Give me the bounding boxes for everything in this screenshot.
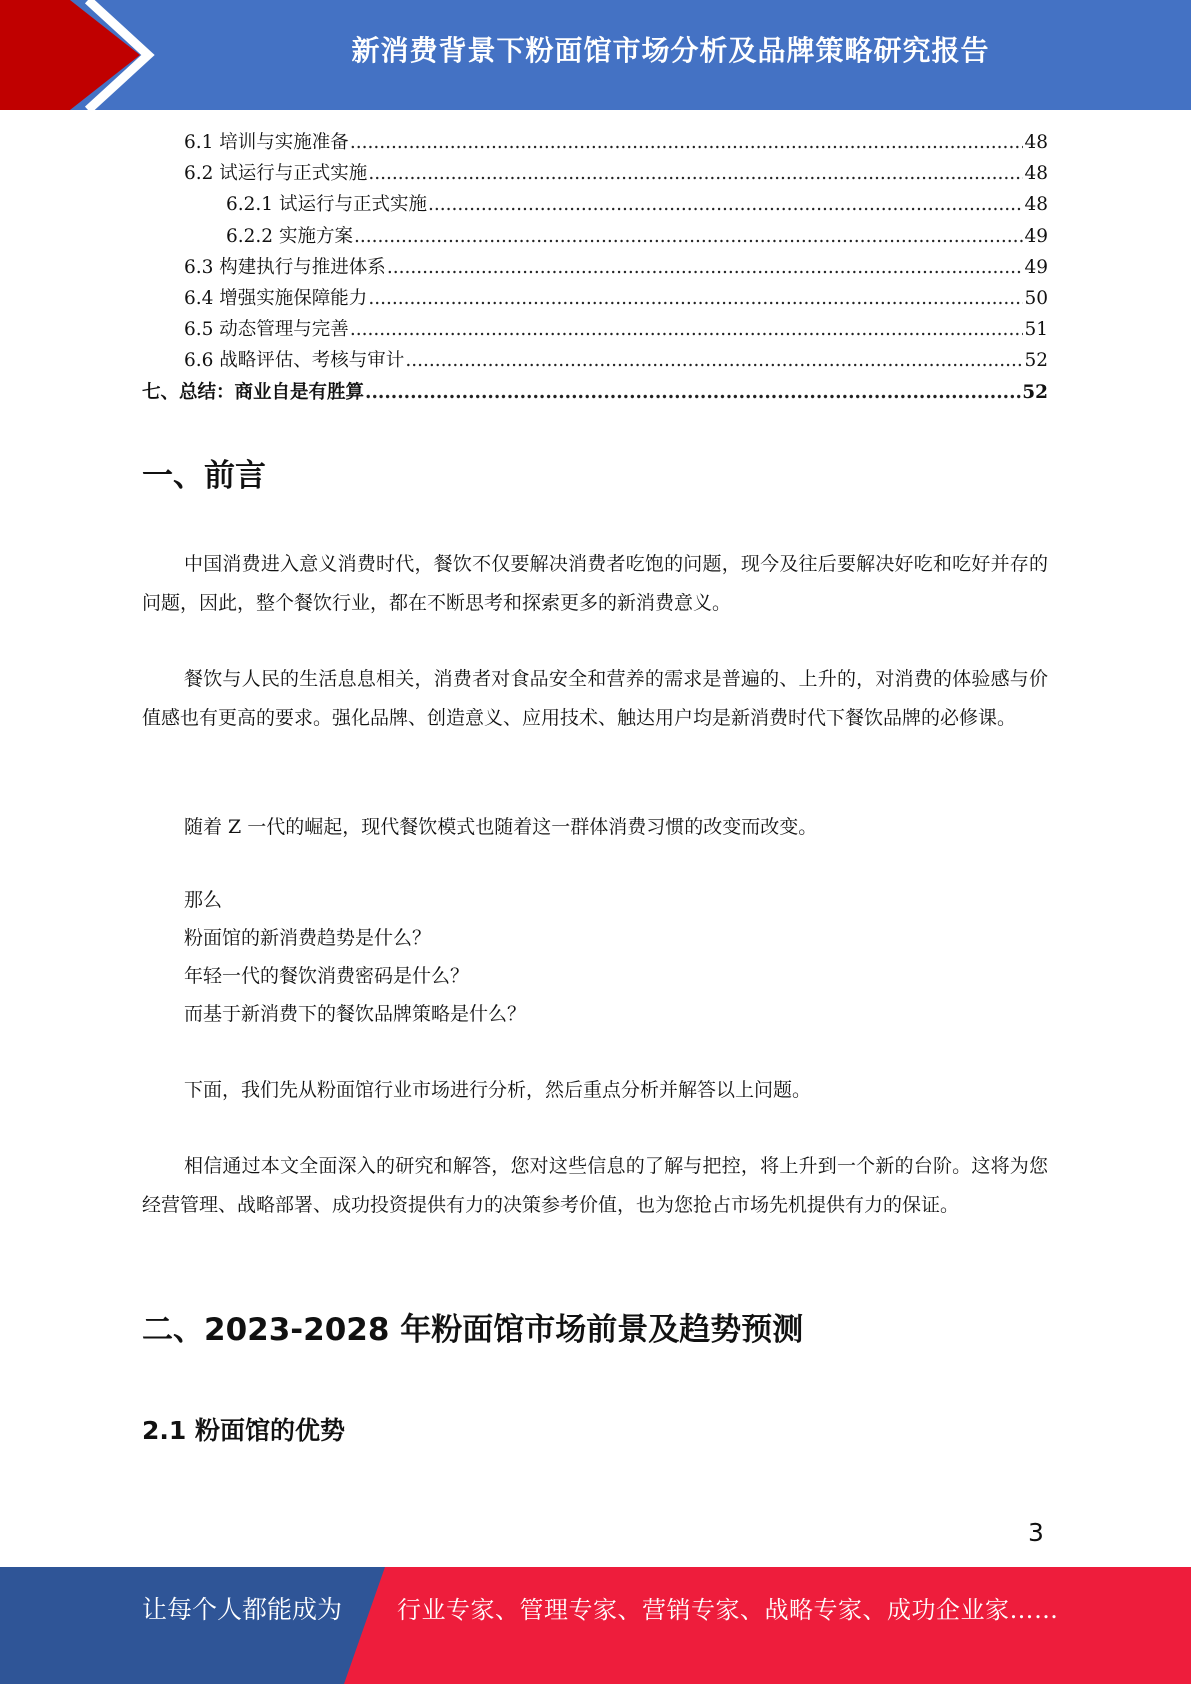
toc-entry-label: 6.5 动态管理与完善: [184, 319, 349, 341]
page-number: 3: [1028, 1518, 1044, 1547]
toc-entry-page: 48: [1024, 163, 1048, 185]
toc-entry[interactable]: [142, 315, 1048, 346]
toc-entry-label: 6.2.1 试运行与正式实施: [226, 194, 427, 216]
toc-entry-page: 51: [1024, 319, 1048, 341]
toc-entry-label: 6.3 构建执行与推进体系: [184, 256, 386, 278]
question-line: 那么: [184, 889, 223, 911]
toc-entry[interactable]: [142, 284, 1048, 315]
section-heading-market-outlook: 二、2023-2028 年粉面馆市场前景及趋势预测: [142, 1312, 804, 1348]
toc-entry-page: 48: [1024, 132, 1048, 153]
header-arrow-decoration: [0, 0, 160, 110]
body-paragraph: 随着 Z 一代的崛起，现代餐饮模式也随着这一群体消费习惯的改变而改变。: [184, 816, 818, 838]
footer-slogan-left: 让每个人都能成为: [142, 1595, 343, 1624]
body-paragraph: 相信通过本文全面深入的研究和解答，您对这些信息的了解与把控，将上升到一个新的台阶。这将为您经营管理、战略部署、成功投资提供有力的决策参考价值，也为您抢占市场先机提供有力的保证。: [142, 1155, 1048, 1216]
section-heading-preface: 一、前言: [142, 458, 266, 494]
toc-entry-label: 6.1 培训与实施准备: [184, 132, 349, 153]
toc-entry-label: 七、总结：商业自是有胜算: [142, 381, 365, 403]
body-paragraph: 餐饮与人民的生活息息相关，消费者对食品安全和营养的需求是普遍的、上升的，对消费的体验感与价值感也有更高的要求。强化品牌、创造意义、应用技术、触达用户均是新消费时代下餐饮品牌的必修课。: [142, 668, 1048, 729]
toc-entry[interactable]: [142, 346, 1048, 377]
toc-entry[interactable]: [142, 253, 1048, 284]
toc-entry-page: 52: [1022, 381, 1048, 403]
toc-entry-label: 6.6 战略评估、考核与审计: [184, 350, 405, 372]
toc-entry-page: 48: [1024, 194, 1048, 216]
toc-entry-chapter[interactable]: [142, 378, 1048, 409]
toc-entry-page: 49: [1024, 256, 1048, 278]
toc-entry-page: 52: [1024, 350, 1048, 372]
question-line: 年轻一代的餐饮消费密码是什么？: [184, 965, 470, 987]
question-list: [184, 881, 526, 1033]
toc-entry-label: 6.2.2 实施方案: [226, 225, 353, 247]
report-title: 新消费背景下粉面馆市场分析及品牌策略研究报告: [351, 34, 990, 67]
question-line: 而基于新消费下的餐饮品牌策略是什么？: [184, 1003, 527, 1025]
toc-entry-page: 50: [1024, 287, 1048, 309]
toc-entry[interactable]: [142, 222, 1048, 253]
toc-entry-label: 6.2 试运行与正式实施: [184, 163, 368, 185]
subsection-heading-advantages: 2.1 粉面馆的优势: [142, 1416, 345, 1445]
toc-entry[interactable]: [142, 190, 1048, 221]
toc-entry[interactable]: [142, 128, 1048, 159]
question-line: 粉面馆的新消费趋势是什么？: [184, 927, 432, 949]
toc-entry[interactable]: [142, 159, 1048, 190]
body-paragraph: 下面，我们先从粉面馆行业市场进行分析，然后重点分析并解答以上问题。: [184, 1079, 812, 1101]
body-paragraph: 中国消费进入意义消费时代，餐饮不仅要解决消费者吃饱的问题，现今及往后要解决好吃和吃好并存的问题，因此，整个餐饮行业，都在不断思考和探索更多的新消费意义。: [142, 553, 1048, 614]
toc-entry-page: 49: [1024, 225, 1048, 247]
table-of-contents: [142, 128, 1048, 409]
footer-slogan-right: 行业专家、管理专家、营销专家、战略专家、成功企业家……: [397, 1596, 1059, 1624]
toc-entry-label: 6.4 增强实施保障能力: [184, 287, 368, 309]
